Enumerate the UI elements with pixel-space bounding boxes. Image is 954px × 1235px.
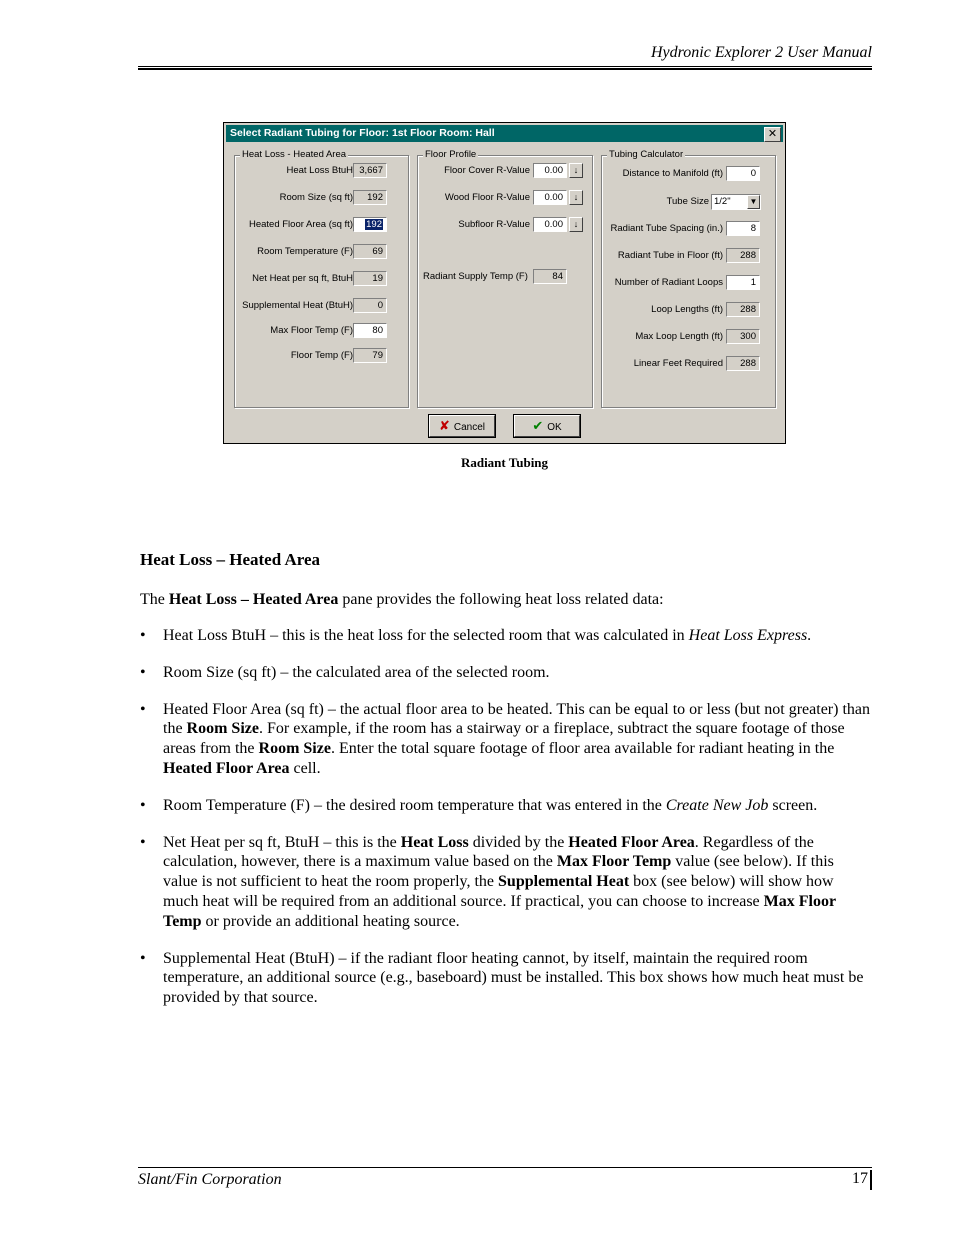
wood-floor-spin-icon[interactable]: ↓ <box>569 190 583 205</box>
max-loop-length-row <box>602 329 772 345</box>
checkmark-icon: ✔ <box>532 418 544 433</box>
dialog-title: Select Radiant Tubing for Floor: 1st Floor Room: Hall <box>230 127 495 139</box>
ok-button-label: OK <box>547 422 562 433</box>
list-item <box>140 700 872 779</box>
cancel-button[interactable] <box>429 415 495 437</box>
room-temperature-row <box>235 244 405 260</box>
wood-floor-row <box>418 190 590 206</box>
floor-profile-group <box>417 149 593 408</box>
list-item-bold: Room Size <box>258 740 331 758</box>
list-item-emphasis: Create New Job <box>665 796 769 814</box>
x-icon: ✘ <box>438 418 450 433</box>
floor-temp-row <box>235 348 405 364</box>
tubing-calculator-group <box>601 149 776 408</box>
subfloor-input[interactable]: 0.00 <box>533 217 567 232</box>
dialog-titlebar <box>226 125 783 142</box>
list-item <box>140 949 872 1008</box>
supplemental-heat-label: Supplemental Heat (BtuH) <box>242 300 353 311</box>
heat-loss-btuh-field: 3,667 <box>353 163 387 178</box>
max-floor-temp-row <box>235 323 405 339</box>
list-item-emphasis: Heat Loss Express <box>688 627 808 644</box>
room-temperature-field: 69 <box>353 244 387 259</box>
list-item <box>140 833 872 932</box>
list-item-text: Room Size (sq ft) – the calculated area of the selected room. <box>163 663 550 681</box>
supply-temp-label: Radiant Supply Temp (F) <box>423 271 528 282</box>
tube-in-floor-field: 288 <box>726 248 760 263</box>
tube-in-floor-row <box>602 248 772 264</box>
max-loop-length-label: Max Loop Length (ft) <box>635 331 723 342</box>
subfloor-row <box>418 217 590 233</box>
max-loop-length-field: 300 <box>726 329 760 344</box>
intro-prefix: The <box>140 591 169 608</box>
page-number: 17 <box>852 1170 872 1190</box>
room-size-field: 192 <box>353 190 387 205</box>
floor-cover-row <box>418 163 590 179</box>
floor-temp-field: 79 <box>353 348 387 363</box>
net-heat-row <box>235 271 405 287</box>
company-name: Slant/Fin Corporation <box>138 1171 282 1188</box>
list-item-text: screen. <box>768 796 818 814</box>
chevron-down-icon[interactable]: ▼ <box>747 195 760 209</box>
max-floor-temp-label: Max Floor Temp (F) <box>270 325 353 336</box>
list-item-bold: Heat Loss <box>400 833 469 851</box>
running-footer <box>138 1167 872 1193</box>
heat-loss-group-title: Heat Loss - Heated Area <box>242 149 347 160</box>
subfloor-spin-icon[interactable]: ↓ <box>569 217 583 232</box>
subfloor-label: Subfloor R-Value <box>458 219 530 230</box>
heated-floor-area-input[interactable] <box>353 217 387 232</box>
wood-floor-input[interactable]: 0.00 <box>533 190 567 205</box>
room-size-label: Room Size (sq ft) <box>279 192 353 203</box>
supplemental-heat-field: 0 <box>353 298 387 313</box>
list-item-bold: Max Floor Temp <box>556 853 672 871</box>
max-floor-temp-input[interactable]: 80 <box>353 323 387 338</box>
heated-floor-area-row <box>235 217 405 233</box>
close-icon[interactable]: ✕ <box>764 127 781 142</box>
ok-button[interactable] <box>514 415 580 437</box>
linear-feet-label: Linear Feet Required <box>633 358 723 369</box>
floor-cover-spin-icon[interactable]: ↓ <box>569 163 583 178</box>
heat-loss-group <box>234 149 409 408</box>
list-item-bold: Heated Floor Area <box>163 759 290 777</box>
net-heat-label: Net Heat per sq ft, BtuH <box>252 273 353 284</box>
list-item-text: Room Temperature (F) – the desired room temperature that was entered in the <box>163 796 666 814</box>
room-size-row <box>235 190 405 206</box>
tube-size-label: Tube Size <box>666 196 709 207</box>
tube-spacing-input[interactable]: 8 <box>726 221 760 236</box>
list-item-text: Net Heat per sq ft, BtuH – this is the <box>163 833 401 851</box>
radiant-loops-label: Number of Radiant Loops <box>614 277 723 288</box>
list-item-text: . Enter the total square footage of floor area available for radiant heating in the <box>330 740 835 758</box>
list-item-text: box (see below) will show how much heat will be required from an additional source. If practical, you can choose to increase <box>163 873 834 910</box>
definition-list <box>140 626 872 1025</box>
list-item-text: . Regardless of the calculation, however, there is a maximum value based on the <box>163 833 814 871</box>
loop-lengths-label: Loop Lengths (ft) <box>651 304 723 315</box>
floor-profile-group-title: Floor Profile <box>425 149 477 160</box>
list-item-text: Heated Floor Area (sq ft) – the actual floor area to be heated. This can be equal to or less (but not greater) than the <box>163 700 870 738</box>
radiant-loops-row <box>602 275 772 291</box>
tube-size-row <box>602 194 772 210</box>
list-item-bold: Room Size <box>186 720 259 738</box>
loop-lengths-field: 288 <box>726 302 760 317</box>
supply-temp-row <box>418 269 590 285</box>
list-item-text: Supplemental Heat (BtuH) – if the radiant floor heating cannot, by itself, maintain the required room temperature, an additional source (e.g., baseboard) must be installed. This box shows how much heat must be provided by that source. <box>163 949 864 1007</box>
list-item-text: cell. <box>289 759 321 777</box>
intro-paragraph <box>140 590 872 610</box>
manual-title: Hydronic Explorer 2 User Manual <box>651 44 872 61</box>
list-item-text: value (see below). If this value is not sufficient to heat the room properly, the <box>163 853 834 891</box>
supply-temp-field: 84 <box>533 269 567 284</box>
tube-size-select[interactable] <box>711 194 761 210</box>
distance-to-manifold-input[interactable]: 0 <box>726 166 760 181</box>
cancel-button-label: Cancel <box>453 422 486 433</box>
list-item-bold: Heated Floor Area <box>568 833 695 851</box>
heat-loss-btuh-label: Heat Loss BtuH <box>286 165 353 176</box>
floor-cover-input[interactable]: 0.00 <box>533 163 567 178</box>
distance-to-manifold-row <box>602 166 772 182</box>
distance-to-manifold-label: Distance to Manifold (ft) <box>622 168 723 179</box>
intro-bold: Heat Loss – Heated Area <box>168 591 339 608</box>
loop-lengths-row <box>602 302 772 318</box>
linear-feet-row <box>602 356 772 372</box>
figure-caption: Radiant Tubing <box>460 455 549 470</box>
list-item-text: Heat Loss BtuH – this is the heat loss for the selected room that was calculated in <box>163 627 689 644</box>
list-item <box>140 796 872 816</box>
list-item-text: or provide an additional heating source. <box>201 912 460 930</box>
heat-loss-btuh-row <box>235 163 405 179</box>
wood-floor-label: Wood Floor R-Value <box>444 192 530 203</box>
heated-floor-area-value: 192 <box>366 219 382 230</box>
tube-spacing-label: Radiant Tube Spacing (in.) <box>610 223 723 234</box>
linear-feet-field: 288 <box>726 356 760 371</box>
net-heat-field: 19 <box>353 271 387 286</box>
room-temperature-label: Room Temperature (F) <box>257 246 353 257</box>
supplemental-heat-row <box>235 298 405 314</box>
tube-in-floor-label: Radiant Tube in Floor (ft) <box>617 250 723 261</box>
list-item-bold: Supplemental Heat <box>498 873 630 891</box>
radiant-tubing-dialog <box>223 122 786 444</box>
list-item <box>140 663 872 683</box>
list-item-text: . <box>807 627 812 644</box>
running-header <box>138 44 872 67</box>
list-item-bold: Max Floor Temp <box>163 892 836 930</box>
section-heading: Heat Loss – Heated Area <box>140 550 321 569</box>
intro-suffix: pane provides the following heat loss related data: <box>338 591 664 608</box>
floor-cover-label: Floor Cover R-Value <box>444 165 530 176</box>
tube-size-value: 1/2" <box>714 196 731 207</box>
radiant-loops-input[interactable]: 1 <box>726 275 760 290</box>
list-item <box>140 626 872 646</box>
tubing-calculator-group-title: Tubing Calculator <box>609 149 684 160</box>
floor-temp-label: Floor Temp (F) <box>290 350 353 361</box>
list-item-text: . For example, if the room has a stairway or a fireplace, subtract the square footage of those areas from the <box>163 720 845 758</box>
heated-floor-area-label: Heated Floor Area (sq ft) <box>248 219 353 230</box>
list-item-text: divided by the <box>468 833 569 851</box>
tube-spacing-row <box>602 221 772 237</box>
